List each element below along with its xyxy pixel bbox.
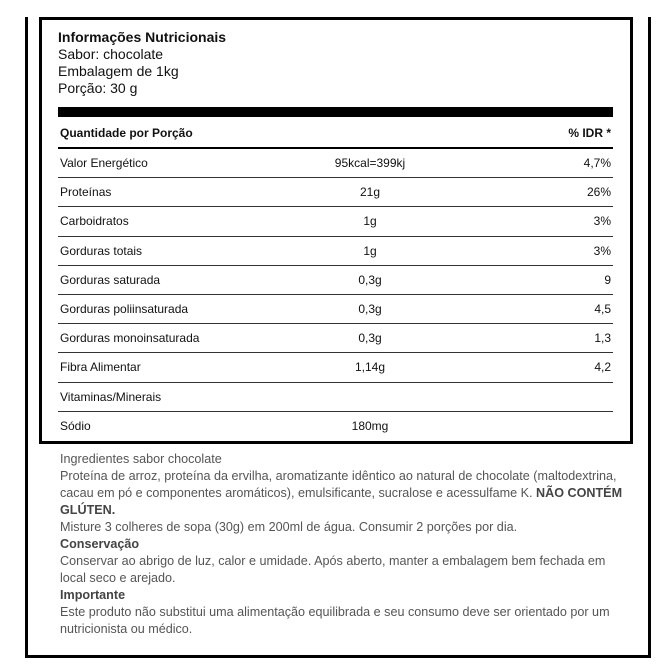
nutrient-idr: 3% [593,214,611,229]
nutrient-name: Valor Energético [60,156,148,171]
nutrient-name: Gorduras totais [60,243,143,258]
nutrient-amount: 0,3g [358,331,382,346]
table-row [58,412,613,441]
table-row [58,207,613,236]
ingredients-heading: Ingredientes sabor chocolate [60,452,222,466]
table-row [58,237,613,266]
nutrient-idr: 9 [604,272,611,287]
important-text: Este produto não substitui uma alimentação equilibrada e seu consumo deve ser orientado por um nutricionista ou médico. [60,605,610,636]
gluten-notice: NÃO CONTÉM GLÚTEN. [60,486,623,517]
nutrient-amount: 21g [359,185,381,200]
ingredients-text: Proteína de arroz, proteína da ervilha, aromatizante idêntico ao natural de chocolate (maltodextrina, cacau em pó e componentes aromáticos), emulsificante, sucralose e acessulfame K. [60,469,617,500]
table-row [58,383,613,412]
nutrient-name: Gorduras monoinsaturada [60,331,200,346]
package-text: Embalagem de 1kg [58,63,179,79]
nutrient-name: Proteínas [60,185,112,200]
table-row [58,353,613,382]
portion-text: Porção: 30 g [58,80,138,96]
conservation-text: Conservar ao abrigo de luz, calor e umidade. Após aberto, manter a embalagem bem fechada em local seco e arejado. [60,554,606,585]
nutrient-idr: 4,2 [594,360,611,375]
nutrient-name: Fibra Alimentar [60,360,141,375]
nutrient-name: Carboidratos [60,214,129,229]
nutrient-amount: 180mg [351,419,389,434]
nutrient-idr: 26% [586,185,611,200]
nutrient-idr: 3% [593,243,611,258]
nutrition-table [58,119,613,441]
table-row [58,149,613,178]
flavor-text: Sabor: chocolate [58,46,164,62]
table-row [58,178,613,207]
column-header-idr: % IDR * [568,126,611,140]
nutrient-amount: 95kcal=399kj [334,156,406,171]
ingredients-paragraph [60,468,628,519]
nutrient-name: Vitaminas/Minerais [60,389,162,404]
header-divider [58,107,613,117]
nutrient-amount: 1,14g [354,360,386,375]
usage-text: Misture 3 colheres de sopa (30g) em 200ml de água. Consumir 2 porções por dia. [60,520,518,534]
table-header-row [58,119,613,149]
nutrient-amount: 0,3g [358,302,382,317]
nutrition-header [58,28,618,97]
table-row [58,295,613,324]
nutrient-name: Sódio [60,419,91,434]
ingredients-section [60,451,628,638]
table-row [58,266,613,295]
nutrient-name: Gorduras poliinsaturada [60,302,189,317]
nutrient-name: Gorduras saturada [60,272,161,287]
nutrition-title: Informações Nutricionais [58,29,227,45]
important-heading: Importante [60,588,126,602]
nutrient-idr: 4,7% [583,156,611,171]
nutrient-amount: 1g [363,214,377,229]
nutrient-idr: 1,3 [594,331,611,346]
nutrient-amount: 0,3g [358,272,382,287]
column-header-quantity: Quantidade por Porção [60,126,193,140]
conservation-heading: Conservação [60,537,140,551]
nutrient-amount: 1g [363,243,377,258]
nutrient-idr: 4,5 [594,302,611,317]
table-row [58,324,613,353]
